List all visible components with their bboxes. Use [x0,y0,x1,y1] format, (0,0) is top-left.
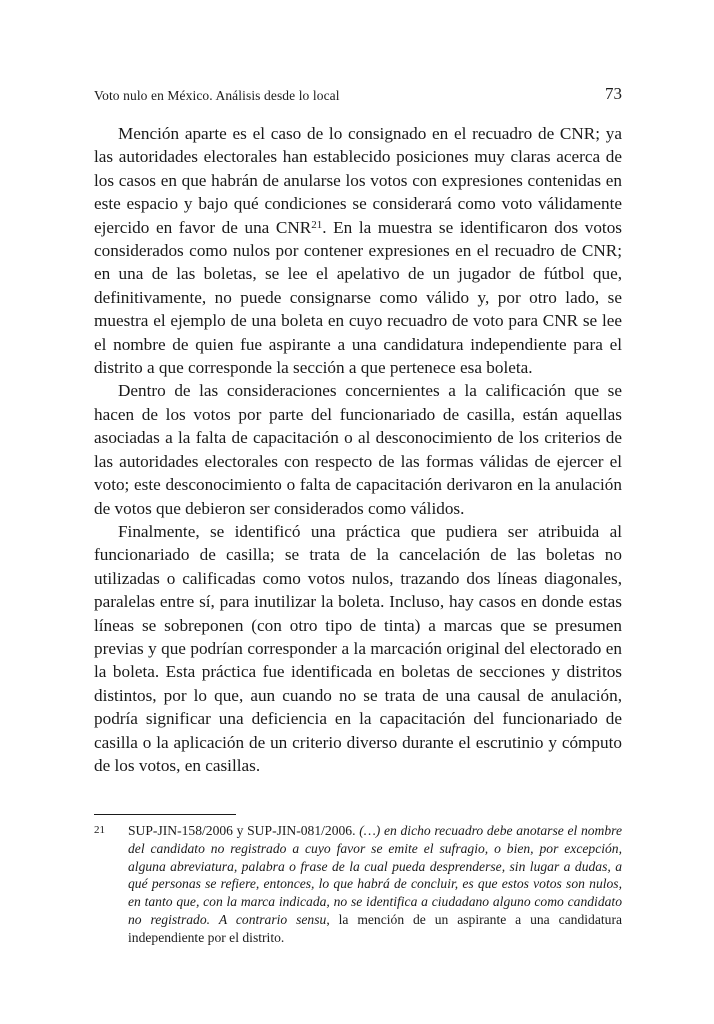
footnote-quote: (…) en dicho recuadro debe anotarse el nombre del candidato no registrado a cuyo favor se emite el sufragio, o bien, por excepción, alguna abreviatura, palabra o frase de la cual pueda desprenderse, sin lugar a dudas, a qué personas se refiere, entonces, lo que habrá de concluir, es que estos votos son nulos, en tanto que, con la marca indicada, no se identifica a ciudadano alguno como candidato no registrado. [128,823,622,927]
paragraph-1 [94,122,622,379]
footnote-citation: SUP-JIN-158/2006 y SUP-JIN-081/2006. [128,823,360,838]
paragraph-3: Finalmente, se identificó una práctica que pudiera ser atribuida al funcionariado de casilla; se trata de la cancelación de las boletas no utilizadas o calificadas como votos nulos, trazando dos líneas diagonales, paralelas entre sí, para inutilizar la boleta. Incluso, hay casos en donde estas líneas se sobreponen (con otro tipo de tinta) a marcas que se presumen previas y que podrían corresponder a la marcación original del electorado en la boleta. Esta práctica fue identificada en boletas de secciones y distritos distintos, por lo que, aun cuando no se trata de una causal de anulación, podría significar una deficiencia en la capacitación del funcionariado de casilla o la aplicación de un criterio diverso durante el escrutinio y cómputo de los votos, en casillas. [94,521,622,775]
footnote-latin-phrase: A contrario sensu [218,911,327,927]
footnote-text [128,822,622,947]
footnote-tail: , la mención de un aspirante a una candidatura independiente por el distrito. [128,911,623,945]
paragraph-1-continuation: . En la muestra se identificaron dos votos considerados como nulos por contener expresiones en el recuadro de CNR; en una de las boletas, se lee el apelativo de un jugador de fútbol que, definitivamente, no puede consignarse como válido y, por otro lado, se muestra el ejemplo de una boleta en cuyo recuadro de voto para CNR se lee el nombre de quien fue aspirante a una candidatura independiente para el distrito a que corresponde la sección a que pertenece esa boleta. [94,217,622,378]
page-header [94,84,622,106]
paragraph-2: Dentro de las consideraciones concernientes a la calificación que se hacen de los votos por parte del funcionariado de casilla, están aquellas asociadas a la falta de capacitación o al desconocimiento de los criterios de las autoridades electorales con respecto de las formas válidas de ejercer el voto; este desconocimiento o falta de capacitación derivaron en la anulación de votos que debieron ser considerados como válidos. [94,381,622,518]
paragraph-1-text: Mención aparte es el caso de lo consignado en el recuadro de CNR; ya las autoridades electorales han establecido posiciones muy claras acerca de los casos en que habrán de anularse los votos con expresiones contenidas en este espacio y bajo qué condiciones se considerará como voto válidamente ejercido en favor de una CNR [94,124,622,237]
footnote-separator [94,814,236,815]
footnote-reference: 21 [311,218,323,231]
footnote-number: 21 [94,824,105,836]
running-title: Voto nulo en México. Análisis desde lo local [94,88,340,103]
footnote [94,822,622,947]
page-number: 73 [605,84,622,103]
body-text [94,122,622,777]
